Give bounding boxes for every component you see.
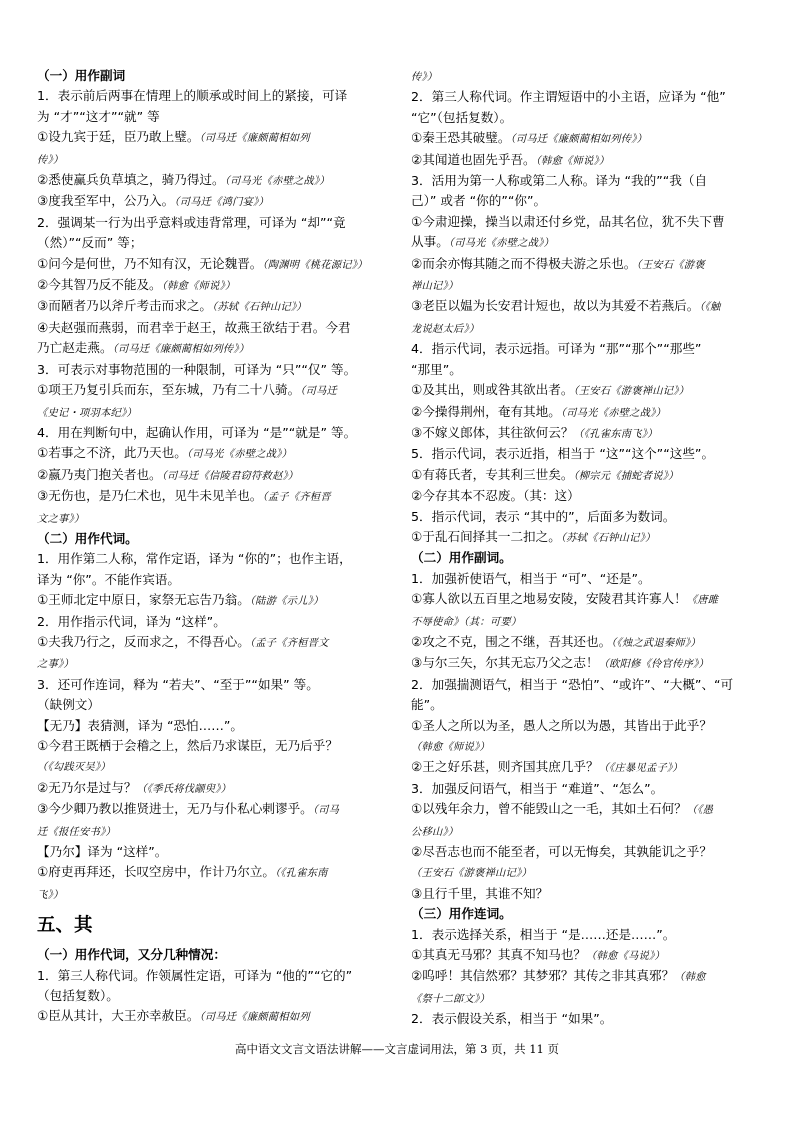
citation: （韩愈 — [674, 971, 706, 984]
text-line — [37, 884, 387, 905]
text-line — [37, 716, 387, 736]
citation: （司马光《赤壁之战》） — [560, 406, 666, 419]
text-line — [411, 988, 767, 1009]
subsection-heading — [37, 66, 387, 86]
line-text: ①以残年余力，曾不能毁山之一毛，其如土石何？ — [411, 801, 687, 817]
citation: （司马 — [312, 804, 340, 817]
line-text: 【乃尔】译为 “这样”。 — [37, 844, 168, 860]
citation: 传》） — [411, 71, 438, 83]
text-line — [411, 632, 767, 653]
subsection-heading — [411, 904, 767, 924]
citation: 《祭十二郎文》） — [411, 992, 490, 1005]
line-text: ①圣人之所以为圣，愚人之所以为愚，其皆出于此乎？ — [411, 717, 712, 733]
line-text: 乃亡赵走燕。 — [37, 340, 113, 356]
citation: （司马光《赤壁之战》） — [448, 237, 554, 250]
citation: （司马光《赤壁之战》） — [224, 175, 330, 188]
line-text: 3．加强反问语气，相当于 “难道”、“怎么”。 — [411, 780, 664, 796]
line-text: ③而陋者乃以斧斤考击而求之。 — [37, 298, 213, 314]
text-line — [37, 549, 387, 569]
citation: （《勾践灭吴》） — [37, 761, 111, 774]
line-text: ①府吏再拜还，长叹空房中，作计乃尔立。 — [37, 864, 275, 880]
citation: 禅山记》） — [411, 280, 459, 293]
subsection-heading — [37, 945, 387, 965]
text-line — [411, 232, 767, 253]
citation: （《烛之武退秦师》） — [611, 636, 701, 649]
line-text: （三）用作连词。 — [411, 906, 512, 922]
line-text: ①其真无马邪？其真不知马也？ — [411, 947, 587, 963]
text-line — [411, 842, 767, 862]
text-line — [411, 779, 767, 799]
citation: 《史记・项羽本纪》） — [37, 406, 137, 419]
citation: 龙说赵太后》） — [411, 322, 480, 335]
line-text: ①寡人欲以五百里之地易安陵，安陵君其许寡人！ — [411, 591, 687, 607]
line-text: （二）用作代词。 — [37, 530, 138, 546]
citation: （苏轼《石钟山记》） — [212, 301, 307, 314]
text-line — [411, 66, 767, 87]
text-line — [411, 736, 767, 757]
text-line — [411, 589, 767, 610]
line-text: ①若事之不济，此乃天也。 — [37, 445, 187, 461]
line-text: ①王师北定中原日，家祭无忘告乃翁。 — [37, 592, 250, 608]
line-text: 1．表示前后两事在情理上的顺承或时间上的紧接，可译 — [37, 88, 348, 104]
citation: （司马迁 — [300, 385, 338, 398]
line-text: 2．用作指示代词，译为 “这样”。 — [37, 613, 226, 629]
line-text: 五、其 — [37, 915, 93, 937]
left-column — [37, 66, 387, 1028]
line-text: ①项王乃复引兵而东，至东城，乃有二十八骑。 — [37, 382, 301, 398]
line-text: ③老臣以媪为长安君计短也，故以为其爱不若燕后。 — [411, 298, 700, 314]
text-line — [37, 402, 387, 423]
citation: （王安石《游褒禅山记》） — [411, 867, 532, 880]
text-line — [411, 507, 767, 527]
citation: （韩愈《师说》） — [411, 741, 490, 753]
line-text: ①今肃迎操，操当以肃还付乡党，品其名位，犹不失下曹 — [411, 213, 725, 229]
citation: 《唐雎 — [686, 594, 719, 607]
line-text: ②而余亦悔其随之而不得极夫游之乐也。 — [411, 255, 637, 271]
line-text: 【无乃】表猜测，译为 “恐怕……”。 — [37, 717, 243, 733]
text-line — [411, 925, 767, 945]
text-line — [37, 254, 387, 275]
text-line — [37, 842, 387, 862]
citation: 之事》） — [37, 658, 74, 671]
text-line — [411, 360, 767, 380]
text-line — [37, 149, 387, 170]
section-title — [37, 909, 387, 943]
text-line — [37, 380, 387, 401]
text-line — [411, 423, 767, 444]
citation: 不辱使命》（其：可要） — [411, 615, 522, 628]
citation: 文之事》） — [37, 512, 85, 525]
line-text: 5．指示代词，表示近指，相当于 “这”“这个”“这些”。 — [411, 446, 715, 462]
text-line — [37, 170, 387, 191]
line-text: （二）用作副词。 — [411, 550, 512, 566]
line-text: 4．用在判断句中，起确认作用，可译为 “是”“就是” 等。 — [37, 424, 357, 440]
line-text: ③与尔三矢，尔其无忘乃父之志！ — [411, 655, 599, 671]
line-text: ①及其出，则或咎其欲出者。 — [411, 382, 574, 398]
text-line — [37, 275, 387, 296]
line-text: ①问今是何世，乃不知有汉，无论魏晋。 — [37, 255, 263, 271]
citation: （司马迁《廉颇蔺相如列传》） — [510, 133, 648, 146]
text-line — [37, 213, 387, 233]
text-line — [37, 756, 387, 777]
citation: （司马光《赤壁之战》） — [186, 448, 292, 461]
line-text: 1．加强祈使语气，相当于 “可”、“还是”。 — [411, 570, 651, 586]
text-line — [37, 695, 387, 715]
text-line — [411, 108, 767, 128]
text-line — [37, 486, 387, 507]
line-text: 3．可表示对事物范围的一种限制，可译为 “只”“仅” 等。 — [37, 361, 357, 377]
citation: （司马迁《信陵君窃符救赵》） — [161, 469, 299, 482]
line-text: 2．加强揣测语气，相当于 “恐怕”、“或许”、“大概”、“可 — [411, 676, 734, 692]
line-text: ①夫我乃行之，反而求之，不得吾心。 — [37, 633, 250, 649]
text-line — [411, 296, 767, 317]
line-text: ①于乱石间择其一二扣之。 — [411, 528, 561, 544]
text-line — [411, 444, 767, 464]
line-text: ①设九宾于廷，臣乃敢上璧。 — [37, 129, 200, 145]
line-text: 5．指示代词，表示 “其中的”，后面多为数词。 — [411, 508, 676, 524]
line-text: （缺例文） — [37, 697, 100, 713]
text-line — [37, 318, 387, 338]
citation: （孟子《齐桓晋 — [262, 491, 331, 504]
text-line — [411, 339, 767, 359]
subsection-heading — [411, 548, 767, 568]
citation: （陶渊明《桃花源记》） — [262, 258, 368, 271]
line-text: ②今存其本不忍废。（其：这） — [411, 488, 580, 504]
text-line — [37, 338, 387, 359]
citation: （孟子《齐桓晋文 — [249, 636, 329, 649]
text-line — [411, 757, 767, 778]
text-line — [411, 402, 767, 423]
right-column — [411, 66, 767, 1030]
citation: （司马迁《廉颇蔺相如列 — [199, 1011, 310, 1024]
text-line — [37, 986, 387, 1006]
line-text: ②今其智乃反不能及。 — [37, 277, 162, 293]
text-line — [37, 360, 387, 380]
text-line — [37, 443, 387, 464]
text-line — [37, 1006, 387, 1027]
line-text: 1．表示选择关系，相当于 “是……还是……”。 — [411, 926, 676, 942]
text-line — [37, 508, 387, 529]
citation: 迁《报任安书》） — [37, 825, 116, 838]
line-text: ①秦王恐其破璧。 — [411, 130, 511, 146]
text-line — [411, 611, 767, 632]
citation: （韩愈《马说》） — [586, 950, 665, 963]
line-text: ④夫赵强而燕弱，而君幸于赵王，故燕王欲结于君。今君 — [37, 319, 351, 335]
line-text: 1．用作第二人称，常作定语，译为 “你的”；也作主语， — [37, 551, 352, 567]
text-line — [37, 799, 387, 820]
text-line — [411, 675, 767, 695]
text-line — [411, 821, 767, 842]
text-line — [411, 799, 767, 820]
line-text: （一）用作副词 — [37, 68, 126, 83]
citation: （王安石《游褒 — [636, 258, 705, 271]
citation: （司马迁《鸿门宴》） — [174, 196, 269, 209]
text-line — [37, 570, 387, 590]
text-line — [411, 254, 767, 275]
line-text: ③无伤也，是乃仁术也，见牛未见羊也。 — [37, 488, 263, 504]
page-footer: 高中语文文言文语法讲解——文言虚词用法，第 3 页，共 11 页 — [234, 1042, 560, 1056]
line-text: （包括复数）。 — [37, 988, 119, 1004]
text-line — [411, 716, 767, 736]
line-text: 从事。 — [411, 234, 449, 250]
text-line — [411, 486, 767, 506]
line-text: ②王之好乐甚，则齐国其庶几乎？ — [411, 759, 599, 775]
text-line — [411, 945, 767, 966]
line-text: ②嬴乃夷门抱关者也。 — [37, 466, 162, 482]
text-line — [37, 465, 387, 486]
line-text: ③今少卿乃教以推贤进士，无乃与仆私心剌谬乎。 — [37, 801, 313, 817]
line-text: （然）”“反而” 等； — [37, 235, 143, 251]
citation: 飞》） — [37, 888, 64, 901]
citation: 传》） — [37, 153, 64, 166]
text-line — [411, 191, 767, 211]
line-text: 己）” 或者 “你的”“你”。 — [411, 193, 547, 209]
text-line — [37, 86, 387, 106]
text-line — [411, 569, 767, 589]
citation: （《庄暴见孟子》） — [598, 762, 683, 775]
text-line — [37, 862, 387, 883]
line-text: ②呜呼！其信然邪？其梦邪？其传之非其真邪？ — [411, 968, 675, 984]
line-text: 3．还可作连词，释为 “若夫”、“至于”“如果” 等。 — [37, 676, 319, 692]
text-line — [411, 884, 767, 904]
subsection-heading — [37, 529, 387, 549]
line-text: ①臣从其计，大王亦幸赦臣。 — [37, 1008, 200, 1024]
text-line — [411, 653, 767, 674]
citation: （《触 — [699, 301, 721, 314]
line-text: ②攻之不克，围之不继，吾其还也。 — [411, 633, 612, 649]
text-line — [37, 296, 387, 317]
line-text: 为 “才”“这才”“就” 等 — [37, 108, 160, 124]
text-line — [411, 87, 767, 107]
text-line — [411, 465, 767, 486]
citation: （苏轼《石钟山记》） — [560, 531, 656, 544]
citation: （《季氏将伐颛臾》） — [136, 782, 232, 795]
text-line — [37, 821, 387, 842]
citation: （《孔雀东南 — [274, 867, 328, 880]
citation: （韩愈《师说》） — [161, 280, 236, 293]
text-line — [37, 612, 387, 632]
citation: （《孔雀东南飞》） — [573, 427, 658, 440]
text-line — [411, 128, 767, 149]
text-line — [37, 653, 387, 674]
text-line — [37, 233, 387, 253]
line-text: ②悉使赢兵负草填之，骑乃得过。 — [37, 172, 225, 188]
line-text: 1．第三人称代词。作领属性定语，可译为 “他的”“它的” — [37, 967, 353, 983]
line-text: 3．活用为第一人称或第二人称。译为 “我的”“我（自 — [411, 173, 708, 189]
text-line — [411, 862, 767, 883]
line-text: ③且行千里，其谁不知？ — [411, 885, 549, 901]
text-line — [37, 590, 387, 611]
line-text: 4．指示代词，表示远指。可译为 “那”“那个”“那些” — [411, 341, 702, 357]
citation: （王安石《游褒禅山记》） — [573, 385, 690, 398]
text-line — [411, 695, 767, 715]
text-line — [37, 736, 387, 756]
text-line — [411, 150, 767, 171]
text-line — [411, 171, 767, 191]
text-line — [411, 380, 767, 401]
line-text: 2．强调某一行为出乎意料或违背常理，可译为 “却”“竟 — [37, 214, 346, 230]
text-line — [37, 191, 387, 212]
line-text: “它”（包括复数）。 — [411, 109, 513, 125]
line-text: 能”。 — [411, 697, 443, 713]
citation: 公移山》） — [411, 825, 459, 838]
line-text: （一）用作代词，又分几种情况： — [37, 947, 226, 963]
text-line — [37, 966, 387, 986]
line-text: ①今君王既栖于会稽之上，然后乃求谋臣，无乃后乎？ — [37, 738, 338, 753]
line-text: ③不嫁义郎体，其往欲何云？ — [411, 424, 574, 440]
citation: （柳宗元《捕蛇者说》） — [573, 469, 679, 482]
text-line — [37, 778, 387, 799]
citation: （韩愈《师说》） — [535, 154, 610, 167]
citation: （陆游《示儿》） — [249, 595, 324, 608]
text-line — [411, 318, 767, 339]
line-text: ②今操得荆州，奄有其地。 — [411, 403, 561, 419]
line-text: 译为 “你”。不能作宾语。 — [37, 571, 180, 587]
line-text: ②无乃尔是过与？ — [37, 779, 137, 795]
text-line — [411, 966, 767, 987]
line-text: “那里”。 — [411, 361, 462, 377]
text-line — [37, 632, 387, 653]
text-line — [37, 675, 387, 695]
citation: （欧阳修《伶官传序》） — [598, 658, 709, 671]
citation: （《愚 — [686, 804, 714, 817]
text-line — [37, 127, 387, 148]
text-line — [411, 527, 767, 548]
line-text: ①有蒋氏者，专其利三世矣。 — [411, 466, 574, 482]
text-line — [411, 212, 767, 232]
line-text: ②其闻道也固先乎吾。 — [411, 151, 536, 167]
citation: （司马迁《廉颇蔺相如列传》） — [112, 343, 250, 356]
line-text: ③度我至军中，公乃入。 — [37, 193, 175, 209]
line-text: ②尽吾志也而不能至者，可以无悔矣，其孰能讥之乎？ — [411, 844, 712, 860]
text-line — [411, 275, 767, 296]
line-text: 2．表示假设关系，相当于 “如果”。 — [411, 1011, 613, 1027]
citation: （司马迁《廉颇蔺相如列 — [199, 132, 310, 145]
text-line — [37, 423, 387, 443]
text-line — [411, 1009, 767, 1029]
line-text: 2．第三人称代词。作主谓短语中的小主语，应译为 “他” — [411, 89, 726, 105]
text-line — [37, 107, 387, 127]
